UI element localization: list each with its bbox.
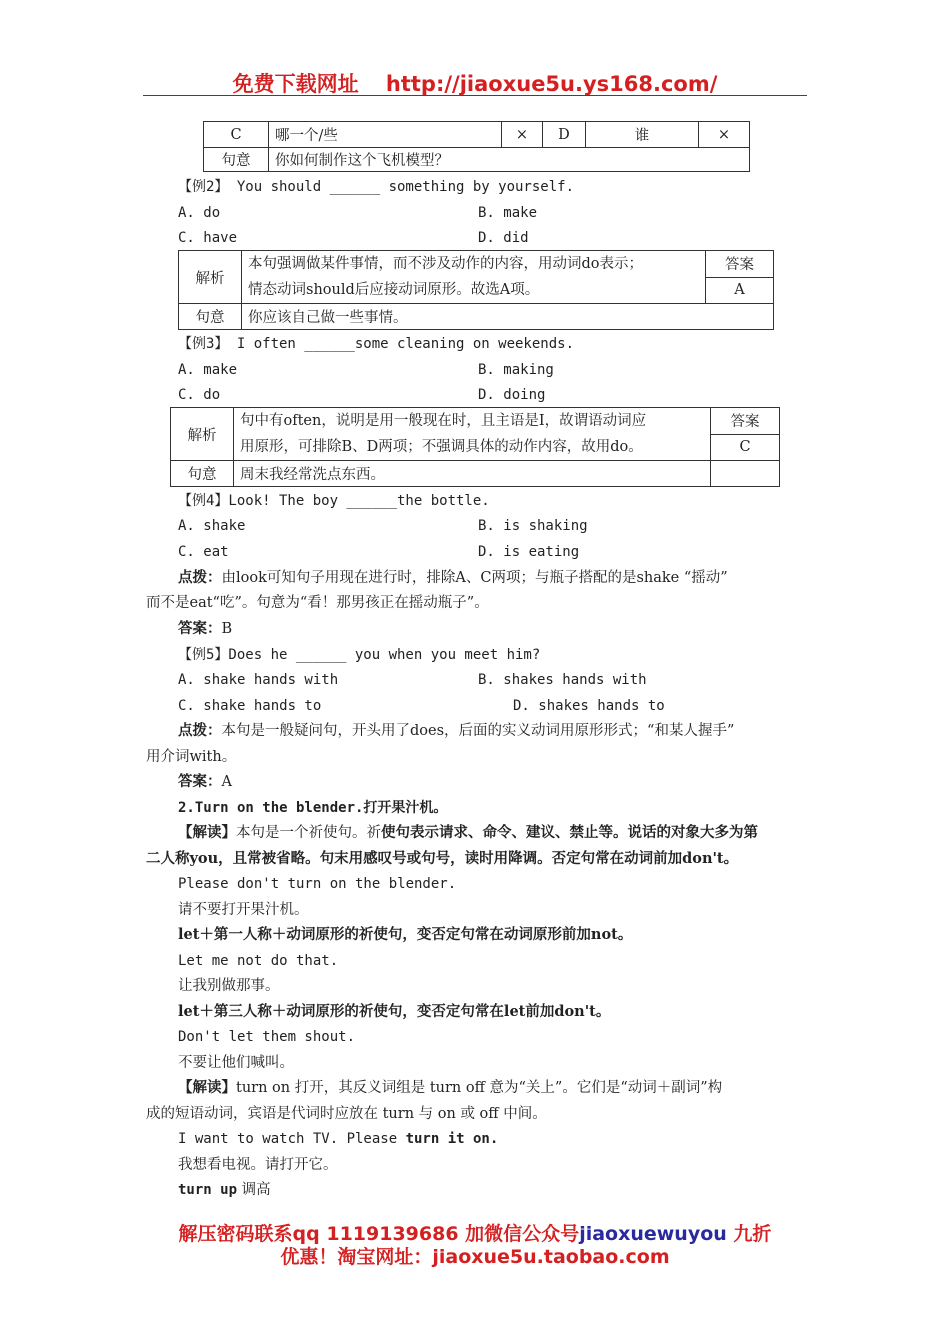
ex4-option-a: A. shake <box>178 518 246 534</box>
answer-label: 答案 <box>706 251 774 278</box>
ex4-option-b: B. is shaking <box>478 518 588 534</box>
ex2-option-a: A. do <box>178 205 221 221</box>
table-cell: C <box>204 122 269 148</box>
answer-value: B <box>221 621 233 637</box>
interpretation-text: turn on 打开，其反义词组是 turn off 意为“关上”。它们是“动词＋副词”构 <box>236 1080 723 1096</box>
example-en: Please don't turn on the blender. <box>178 876 457 892</box>
answer-value: C <box>711 434 780 461</box>
answer-label: 答案： <box>178 620 222 637</box>
ex5-question: 【例5】Does he ______ you when you meet him? <box>178 647 541 663</box>
option-table <box>203 121 750 172</box>
answer-label: 答案 <box>711 408 780 435</box>
analysis-label: 解析 <box>171 408 234 461</box>
analysis-line: 句中有often，说明是用一般现在时，且主语是I，故谓语动词应 <box>240 413 647 429</box>
ex5-option-a: A. shake hands with <box>178 672 339 688</box>
rule-text: let＋第三人称＋动词原形的祈使句，变否定句常在let前加don't。 <box>178 1003 611 1020</box>
example-en: Don't let them shout. <box>178 1029 356 1045</box>
table-cell: 哪一个/些 <box>269 122 502 148</box>
ex3-option-a: A. make <box>178 362 238 378</box>
ex5-option-c: C. shake hands to <box>178 698 322 714</box>
table-cell: D <box>543 122 586 148</box>
analysis-text <box>242 251 706 304</box>
example-cn: 让我别做那事。 <box>178 978 280 994</box>
example-cn: 不要让他们喊叫。 <box>178 1055 294 1071</box>
answer-value: A <box>221 774 232 790</box>
phrase <box>178 1179 271 1201</box>
example-en <box>178 1128 498 1150</box>
ex5-option-d: D. shakes hands to <box>513 698 665 714</box>
answer-value: A <box>706 277 774 304</box>
hint-text: 由look可知句子用现在进行时，排除A、C两项；与瓶子搭配的是shake “摇动” <box>221 570 728 586</box>
interpretation-1-cont: 二人称you，且常被省略。句末用感叹号或句号，读时用降调。否定句常在动词前加don't。 <box>146 850 739 867</box>
page-header <box>0 68 950 98</box>
ex2-question: 【例2】 You should ______ something by yourself. <box>178 179 575 195</box>
ex5-hint <box>178 720 734 742</box>
analysis-text <box>234 408 711 461</box>
ex4-hint-cont: 而不是eat“吃”。句意为“看！那男孩正在摇动瓶子”。 <box>146 595 489 611</box>
ex3-analysis-table <box>170 407 780 487</box>
header-rule <box>143 95 807 96</box>
ex4-option-d: D. is eating <box>478 544 580 560</box>
answer-label: 答案： <box>178 773 222 790</box>
example-en: Let me not do that. <box>178 953 339 969</box>
analysis-label: 解析 <box>179 251 242 304</box>
table-cell: × <box>502 122 543 148</box>
interpretation-text: 本句是一个祈使句。祈 <box>236 825 381 841</box>
rule-text: let＋第一人称＋动词原形的祈使句，变否定句常在动词原形前加not。 <box>178 926 633 943</box>
ex3-option-c: C. do <box>178 387 221 403</box>
ex5-option-b: B. shakes hands with <box>478 672 647 688</box>
ex3-question: 【例3】 I often ______some cleaning on weekends. <box>178 336 575 352</box>
footer-wechat: jiaoxuewuyou <box>579 1223 727 1245</box>
table-cell: 谁 <box>586 122 699 148</box>
hint-label: 点拨： <box>178 722 222 739</box>
example-en-bold: turn it on. <box>405 1131 499 1147</box>
interpretation-2-cont: 成的短语动词，宾语是代词时应放在 turn 与 on 或 off 中间。 <box>146 1106 547 1122</box>
analysis-line: 用原形，可排除B、D两项；不强调具体的动作内容，故用do。 <box>240 439 643 455</box>
interpretation-label: 【解读】 <box>178 1079 236 1096</box>
ex5-hint-cont: 用介词with。 <box>146 749 237 765</box>
meaning-label: 句意 <box>204 148 269 172</box>
header-url[interactable]: http://jiaoxue5u.ys168.com/ <box>385 72 718 96</box>
footer-text: 九折 <box>726 1223 772 1245</box>
interpretation-2 <box>178 1077 722 1099</box>
ex4-hint <box>178 567 728 589</box>
meaning-text: 你如何制作这个飞机模型？ <box>269 148 750 172</box>
example-en-text: I want to watch TV. Please <box>178 1131 406 1147</box>
ex5-answer <box>178 771 232 793</box>
section-title: 2.Turn on the blender.打开果汁机。 <box>178 800 448 816</box>
footer-line-2[interactable]: 优惠！淘宝网址：jiaoxue5u.taobao.com <box>280 1246 670 1268</box>
example-cn: 请不要打开果汁机。 <box>178 902 309 918</box>
meaning-text: 你应该自己做一些事情。 <box>242 304 774 330</box>
phrase-term: turn up <box>178 1182 238 1198</box>
ex4-option-c: C. eat <box>178 544 229 560</box>
ex4-question: 【例4】Look! The boy ______the bottle. <box>178 493 490 509</box>
ex3-option-d: D. doing <box>478 387 546 403</box>
analysis-line: 情态动词should后应接动词原形。故选A项。 <box>248 282 540 298</box>
interpretation-text-bold: 使句表示请求、命令、建议、禁止等。说话的对象大多为第 <box>381 824 758 841</box>
meaning-label: 句意 <box>179 304 242 330</box>
footer-text: 解压密码联系qq 1119139686 加微信公众号 <box>178 1223 580 1245</box>
interpretation-1 <box>178 822 758 844</box>
meaning-text: 周末我经常洗点东西。 <box>234 461 711 487</box>
ex2-option-b: B. make <box>478 205 538 221</box>
meaning-label: 句意 <box>171 461 234 487</box>
analysis-line: 本句强调做某件事情，而不涉及动作的内容，用动词do表示； <box>248 256 644 272</box>
example-cn: 我想看电视。请打开它。 <box>178 1157 338 1173</box>
empty-cell <box>711 461 780 487</box>
interpretation-label: 【解读】 <box>178 824 236 841</box>
table-cell: × <box>699 122 750 148</box>
header-label: 免费下载网址 <box>232 72 359 96</box>
ex2-option-c: C. have <box>178 230 238 246</box>
ex2-analysis-table <box>178 250 774 330</box>
ex4-answer <box>178 618 232 640</box>
phrase-meaning: 调高 <box>237 1182 271 1198</box>
ex2-option-d: D. did <box>478 230 529 246</box>
ex3-option-b: B. making <box>478 362 554 378</box>
hint-text: 本句是一般疑问句，开头用了does，后面的实义动词用原形形式；“和某人握手” <box>221 723 735 739</box>
hint-label: 点拨： <box>178 569 222 586</box>
